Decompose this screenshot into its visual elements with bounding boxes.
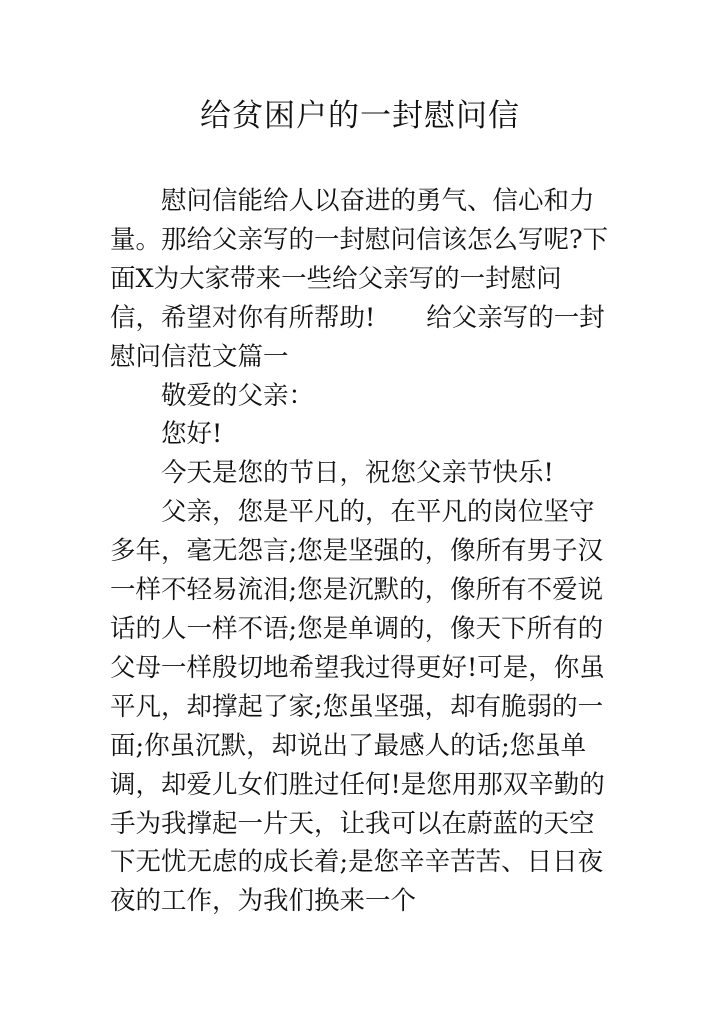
wish-paragraph: 今天是您的节日，祝您父亲节快乐! bbox=[161, 458, 554, 489]
intro-paragraph: 慰问信能给人以奋进的勇气、信心和力量。那给父亲写的一封慰问信该怎么写呢?下面X为大家带来一些给父亲写的一封慰问信，希望对你有所帮助! 给父亲写的一封慰问信范文篇一 bbox=[110, 186, 609, 372]
salutation: 敬爱的父亲： bbox=[161, 380, 315, 411]
greeting: 您好! bbox=[161, 419, 223, 450]
document-body bbox=[110, 182, 610, 921]
document-title: 给贫困户的一封慰问信 bbox=[200, 98, 520, 134]
body-paragraph: 父亲，您是平凡的，在平凡的岗位坚守多年，毫无怨言;您是坚强的，像所有男子汉一样不轻易流泪;您是沉默的，像所有不爱说话的人一样不语;您是单调的，像天下所有的父母一样殷切地希望我过得更好!可是，你虽平凡，却撑起了家;您虽坚强，却有脆弱的一面;你虽沉默，却说出了最感人的话;您虽单调，却爱儿女们胜过任何!是您用那双辛勤的手为我撑起一片天，让我可以在蔚蓝的天空下无忧无虑的成长着;是您辛辛苦苦、日日夜夜的工作，为我们换来一个 bbox=[110, 497, 605, 917]
